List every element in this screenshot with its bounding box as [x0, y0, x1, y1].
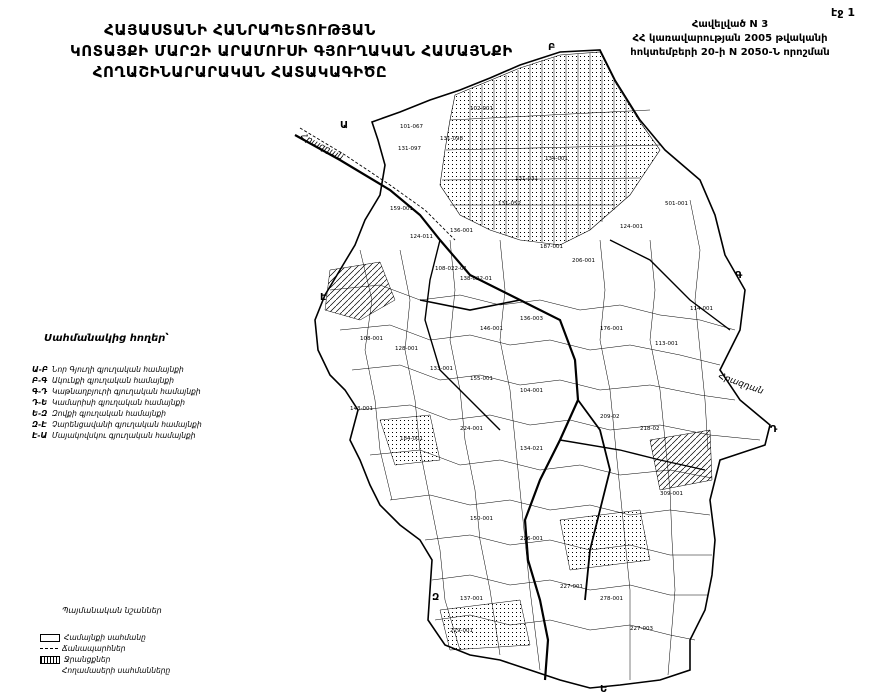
boundary-point-z: Զ — [432, 592, 440, 603]
main-road-3 — [420, 300, 520, 310]
parcel-label: 128-001 — [395, 346, 418, 352]
parcel-label: 159-001 — [390, 206, 413, 212]
boundary-code: Բ-Գ — [32, 376, 48, 385]
parcel-label: 124-011 — [410, 234, 433, 240]
legend — [40, 632, 170, 676]
parcel-label: 101-067 — [400, 124, 423, 130]
boundary-code: Զ-Է — [32, 420, 47, 429]
parcel-label: 108-001 — [360, 336, 383, 342]
legend-title: Պայմանական նշաններ — [62, 606, 162, 615]
parcel-label: 134-001 — [545, 156, 568, 162]
boundary-point-e2: Է — [320, 292, 327, 303]
parcel-label: 133-001 — [430, 366, 453, 372]
title-line-1: ՀԱՅԱՍՏԱՆԻ ՀԱՆՐԱՊԵՏՈՒԹՅԱՆ — [104, 21, 376, 39]
parcel-label: 227-003 — [630, 626, 653, 632]
north-parcel-area — [440, 52, 660, 245]
parcel-label: 108-022-01 — [435, 266, 467, 272]
title-line-2: ԿՈՏԱՅՔԻ ՄԱՐԶԻ ԱՐԱՄՈՒՍԻ ԳՅՈՒՂԱԿԱՆ ՀԱՄԱՅՆՔԻ — [70, 42, 513, 60]
boundary-code: Ե-Զ — [32, 409, 48, 418]
boundaries-title: Սահմանակից հողեր՝ — [44, 333, 169, 344]
canal-swatch-icon — [40, 656, 60, 664]
legend-sub-text: Հողամասերի սահմանները — [62, 666, 171, 675]
boundary-text: Մայակովսկու գյուղական համայնքի — [52, 431, 196, 440]
parcel-label: 136-001 — [450, 228, 473, 234]
river-label-1: Հրազդան — [298, 131, 345, 163]
boundary-code: Ա-Բ — [32, 365, 48, 374]
parcel-label: 113-001 — [655, 341, 678, 347]
boundary-point-g: Գ — [735, 270, 743, 281]
boundary-point-d: Դ — [770, 424, 778, 435]
parcel-label: 278-001 — [600, 596, 623, 602]
parcel-label: 124-001 — [620, 224, 643, 230]
legend-item-boundary — [40, 632, 170, 643]
boundary-point-a: Ա — [340, 120, 349, 131]
parcel-label: 184-001 — [400, 436, 423, 442]
river-label-2: Հրազդան — [716, 371, 765, 397]
hatched-zone-4 — [440, 600, 530, 650]
parcel-label: 131-031 — [515, 176, 538, 182]
boundary-point-e: Ե — [600, 684, 608, 695]
parcel-label: 131-098 — [440, 136, 463, 142]
parcel-label: 136-003 — [520, 316, 543, 322]
parcel-label: 226-001 — [520, 536, 543, 542]
parcel-label: 229-001 — [450, 628, 473, 634]
legend-item-roads — [40, 643, 170, 654]
parcel-label: 150-001 — [470, 516, 493, 522]
boundary-row — [32, 419, 202, 430]
page-number: էջ 1 — [831, 6, 855, 19]
legend-item-label: Ճանապարհներ — [62, 644, 126, 653]
boundary-row — [32, 397, 202, 408]
parcel-label: 309-001 — [660, 491, 683, 497]
parcel-label: 501-001 — [665, 201, 688, 207]
parcel-label: 206-001 — [572, 258, 595, 264]
legend-item-label: Համայնքի սահմանը — [64, 633, 146, 642]
appendix-line-3: հոկտեմբերի 20-ի N 2050-Ն որոշման — [630, 47, 830, 58]
boundary-row — [32, 375, 202, 386]
parcel-label: 104-001 — [520, 388, 543, 394]
legend-item-label: Ջրանցքներ — [64, 655, 111, 664]
boundary-swatch-icon — [40, 634, 60, 642]
parcel-label: 227-001 — [560, 584, 583, 590]
parcel-label: 137-001 — [460, 596, 483, 602]
parcel-label: 131-052 — [498, 201, 521, 207]
boundaries-list — [32, 364, 202, 441]
boundary-code: Դ-Ե — [32, 398, 48, 407]
parcel-label: 114-001 — [690, 306, 713, 312]
parcel-label: 155-001 — [470, 376, 493, 382]
parcel-label: 209-02 — [600, 414, 620, 420]
parcel-label: 138-022-01 — [460, 276, 492, 282]
boundary-text: Չարենցավանի գյուղական համայնքի — [52, 420, 202, 429]
parcel-label: 143-001 — [350, 406, 373, 412]
boundary-row — [32, 386, 202, 397]
boundary-text: Զովքի գյուղական համայնքի — [52, 409, 166, 418]
parcel-label: 146-001 — [480, 326, 503, 332]
main-road-2 — [578, 400, 610, 600]
parcel-label: 176-001 — [600, 326, 623, 332]
boundary-text: Նոր Գյուղի գյուղական համայնքի — [52, 365, 184, 374]
appendix-line-1: Հավելված N 3 — [691, 19, 769, 30]
parcel-label: 134-021 — [520, 446, 543, 452]
hatched-zone-1 — [325, 262, 395, 320]
boundary-row — [32, 408, 202, 419]
parcel-label: 218-02 — [640, 426, 660, 432]
boundary-row — [32, 364, 202, 375]
boundary-row — [32, 430, 202, 441]
parcel-label: 187-001 — [540, 244, 563, 250]
boundary-code: Գ-Դ — [32, 387, 48, 396]
title-line-3: ՀՈՂԱՇԻՆԱՐԱՐԱԿԱՆ ՀԱՏԱԿԱԳԻԾԸ — [92, 63, 388, 81]
boundary-text: Կաթնաղբյուրի գյուղական համայնքի — [52, 387, 201, 396]
appendix-line-2: ՀՀ կառավարության 2005 թվականի — [632, 33, 828, 44]
boundary-code: Է-Ա — [32, 431, 48, 440]
parcel-label: 131-097 — [398, 146, 421, 152]
road-swatch-icon — [40, 648, 58, 649]
boundary-text: Կամարիսի գյուղական համայնքի — [52, 398, 186, 407]
legend-item-canals — [40, 654, 170, 665]
parcel-label: 102-001 — [470, 106, 493, 112]
boundary-text: Ակունքի գյուղական համայնքի — [52, 376, 174, 385]
parcel-label: 224-001 — [460, 426, 483, 432]
hatched-zone-3 — [560, 510, 650, 570]
boundary-point-b: Բ — [548, 42, 556, 53]
